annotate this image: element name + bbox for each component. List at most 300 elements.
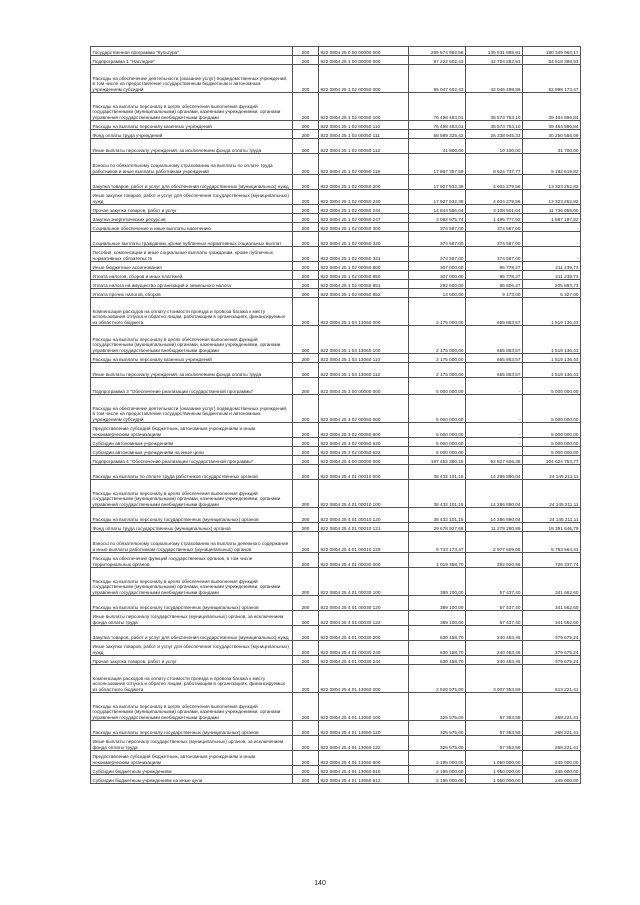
row-name-cell: Закупка товаров, работ и услуг для обеспечения государственных (муниципальных) нужд [91,626,293,641]
row-kbk-cell: 822 0804 25 1 02 00050 850 [319,271,409,280]
row-code-cell: 200 [293,532,319,553]
row-code-cell: 200 [293,523,319,532]
row-approved-cell: 29 678 927,68 [409,523,466,532]
row-name-cell: Компенсация расходов на оплату стоимости проезда и провоза багажа к месту использования отпуска и обратно лицам, работающим в организациях, финансируемых из областного бюджета [91,665,293,693]
row-executed-cell: 57 353,59 [466,693,523,721]
table-row [91,93,581,121]
row-executed-cell: 57 353,59 [466,721,523,736]
row-name-cell: Закупка энергетических ресурсов [91,214,293,223]
row-executed-cell: 9 173,00 [466,289,523,298]
table-row [91,190,581,205]
row-unexecuted-cell: 1 519 136,43 [523,326,581,354]
row-name-cell: Иные выплаты персоналу государственных (муниципальных) органов, за исключением фонда оплаты труда [91,736,293,751]
row-kbk-cell: 822 0804 25 4 01 00010 120 [319,508,409,523]
table-row [91,568,581,596]
row-kbk-cell: 822 0804 25 3 02 00050 620 [319,438,409,447]
row-code-cell: 200 [293,121,319,130]
row-name-cell: Иные закупки товаров, работ и услуг для обеспечения государственных (муниципальных) нужд [91,190,293,205]
row-unexecuted-cell: 31 700,00 [523,139,581,154]
row-executed-cell: 57 437,40 [466,568,523,596]
row-unexecuted-cell: 211 239,73 [523,271,581,280]
row-unexecuted-cell: 5 327,00 [523,289,581,298]
row-unexecuted-cell: 24 145 211,11 [523,465,581,480]
row-code-cell: 200 [293,271,319,280]
row-code-cell: 200 [293,656,319,665]
row-approved-cell: 38 432 101,15 [409,465,466,480]
table-row [91,766,581,775]
table-row [91,596,581,611]
row-approved-cell: 38 432 101,15 [409,480,466,508]
row-kbk-cell: 822 0804 25 4 01 13060 610 [319,766,409,775]
row-executed-cell: 374 587,00 [466,247,523,262]
row-unexecuted-cell: 379 675,24 [523,641,581,656]
table-row [91,775,581,784]
row-unexecuted-cell: 211 239,73 [523,262,581,271]
row-kbk-cell: 822 0804 25 3 02 00050 000 [319,395,409,423]
table-row [91,130,581,139]
row-executed-cell: - [466,447,523,456]
row-unexecuted-cell: 379 675,24 [523,626,581,641]
row-code-cell: 200 [293,247,319,262]
table-row [91,271,581,280]
row-approved-cell: 389 100,00 [409,568,466,596]
row-name-cell: Расходы на выплаты персоналу в целях обеспечения выполнения функций государственными (муниципальными) органами, казенными учреждениями, органами управления государственными внебюджетными фондами [91,568,293,596]
row-kbk-cell: 822 0804 25 4 01 13060 120 [319,721,409,736]
table-row [91,354,581,363]
table-row [91,326,581,354]
row-executed-cell: 26 338 945,33 [466,130,523,139]
row-unexecuted-cell: - [523,232,581,247]
row-kbk-cell: 822 0804 25 1 03 13060 000 [319,298,409,326]
row-kbk-cell: 822 0804 25 4 01 00030 000 [319,553,409,568]
row-unexecuted-cell: 39 464 896,84 [523,93,581,121]
row-executed-cell: - [466,438,523,447]
row-name-cell: Взносы по обязательному социальному страхованию на выплаты по оплате труда работников и иные выплаты работникам учреждений [91,154,293,175]
row-code-cell: 200 [293,280,319,289]
row-approved-cell: 41 800,00 [409,139,466,154]
table-row [91,65,581,93]
row-kbk-cell: 822 0804 25 4 01 00030 120 [319,596,409,611]
row-code-cell: 200 [293,721,319,736]
row-name-cell: Расходы на выплаты персоналу в целях обеспечения выполнения функций государственными (муниципальными) органами, казенными учреждениями, органами управления государственными внебюджетными фондами [91,480,293,508]
row-kbk-cell: 822 0804 25 4 00 00000 000 [319,456,409,465]
row-name-cell: Субсидии бюджетным учреждениям [91,766,293,775]
row-code-cell: 200 [293,363,319,378]
row-kbk-cell: 822 0804 25 4 01 13060 100 [319,693,409,721]
row-executed-cell: 86 606,27 [466,280,523,289]
row-executed-cell: 374 587,00 [466,223,523,232]
row-kbk-cell: 822 0804 25 1 00 00000 000 [319,56,409,65]
table-row [91,656,581,665]
row-code-cell: 200 [293,553,319,568]
row-unexecuted-cell: 5 753 564,41 [523,532,581,553]
table-row [91,363,581,378]
row-unexecuted-cell: 18 391 646,79 [523,523,581,532]
row-code-cell: 200 [293,56,319,65]
row-unexecuted-cell: 245 000,00 [523,751,581,766]
row-code-cell: 200 [293,175,319,190]
table-row [91,447,581,456]
row-name-cell: Иные выплаты персоналу государственных (муниципальных) органов, за исключением фонда оплаты труда [91,611,293,626]
table-row [91,532,581,553]
row-executed-cell: 3 007 353,59 [466,665,523,693]
row-name-cell: Пособия, компенсации и иные социальные выплаты гражданам, кроме публичных нормативных обязательств [91,247,293,262]
row-approved-cell: 374 587,00 [409,247,466,262]
row-approved-cell: 325 575,00 [409,693,466,721]
table-row [91,553,581,568]
row-unexecuted-cell: 5 000 000,00 [523,378,581,395]
row-executed-cell: 2 977 609,05 [466,532,523,553]
row-approved-cell: 97 222 602,43 [409,56,466,65]
table-row [91,205,581,214]
row-kbk-cell: 822 0804 25 4 01 00030 200 [319,626,409,641]
row-approved-cell: 325 575,00 [409,736,466,751]
row-name-cell: Закупка товаров, работ и услуг для обеспечения государственных (муниципальных) нужд [91,175,293,190]
row-kbk-cell: 822 0804 25 4 01 00030 100 [319,568,409,596]
row-code-cell: 200 [293,232,319,247]
row-name-cell: Прочая закупка товаров, работ и услуг [91,205,293,214]
row-approved-cell: 76 498 483,01 [409,93,466,121]
row-code-cell: 200 [293,465,319,480]
row-executed-cell: 4 604 279,56 [466,190,523,205]
row-name-cell: Расходы на обеспечение деятельности (оказание услуг) подведомственных учреждений, в том числе на предоставление государственным бюджетным и автономным учреждениям субсидий [91,65,293,93]
row-code-cell: 200 [293,568,319,596]
row-approved-cell: 5 000 000,00 [409,378,466,395]
row-code-cell: 200 [293,611,319,626]
row-unexecuted-cell: 341 662,60 [523,568,581,596]
row-unexecuted-cell: 52 998 173,47 [523,65,581,93]
row-approved-cell: 2 175 000,00 [409,326,466,354]
row-name-cell: Уплата налогов, сборов и иных платежей [91,271,293,280]
row-unexecuted-cell: 1 519 136,43 [523,298,581,326]
row-approved-cell: 95 047 602,43 [409,65,466,93]
row-name-cell: Фонд оплаты труда учреждений [91,130,293,139]
row-name-cell: Фонд оплаты труда государственных (муниципальных) органов [91,523,293,532]
row-approved-cell: 17 927 532,38 [409,190,466,205]
row-name-cell: Субсидии бюджетным учреждениям на иные цели [91,775,293,784]
budget-report-sheet [90,46,579,784]
row-code-cell: 200 [293,395,319,423]
table-row [91,378,581,395]
row-executed-cell: 240 483,46 [466,656,523,665]
row-executed-cell: 1 950 000,00 [466,751,523,766]
row-kbk-cell: 822 0804 25 1 02 00050 244 [319,205,409,214]
row-unexecuted-cell: 5 000 000,00 [523,438,581,447]
row-approved-cell: 3 082 975,74 [409,214,466,223]
row-unexecuted-cell: 5 000 000,00 [523,447,581,456]
table-row [91,456,581,465]
row-unexecuted-cell: 24 145 211,11 [523,480,581,508]
row-approved-cell: 14 844 556,64 [409,205,466,214]
row-kbk-cell: 822 0804 25 1 02 00050 851 [319,280,409,289]
row-unexecuted-cell: 245 000,00 [523,775,581,784]
table-row [91,508,581,523]
row-kbk-cell: 822 0804 25 3 02 00050 600 [319,423,409,438]
row-executed-cell: - [466,423,523,438]
table-row [91,721,581,736]
budget-execution-table [90,46,581,784]
row-executed-cell: - [466,378,523,395]
table-row [91,665,581,693]
table-row [91,56,581,65]
row-unexecuted-cell: 341 662,60 [523,596,581,611]
row-unexecuted-cell: 104 624 753,77 [523,456,581,465]
table-row [91,139,581,154]
row-name-cell: Субсидии автономным учреждениям на иные цели [91,447,293,456]
row-approved-cell: 2 195 000,00 [409,766,466,775]
row-approved-cell: 374 587,00 [409,223,466,232]
table-row [91,395,581,423]
row-unexecuted-cell: 1 587 197,82 [523,214,581,223]
row-unexecuted-cell: 1 519 136,43 [523,363,581,378]
row-code-cell: 200 [293,139,319,154]
row-kbk-cell: 822 0804 25 4 01 00030 122 [319,611,409,626]
row-kbk-cell: 822 0804 25 1 02 00050 300 [319,223,409,232]
row-kbk-cell: 822 0804 25 1 03 13060 100 [319,326,409,354]
row-approved-cell: 38 432 101,15 [409,508,466,523]
row-code-cell: 200 [293,693,319,721]
row-name-cell: Уплата прочих налогов, сборов [91,289,293,298]
row-kbk-cell: 822 0804 25 4 01 00010 129 [319,532,409,553]
row-executed-cell: 57 437,40 [466,596,523,611]
row-approved-cell: 5 000 000,00 [409,447,466,456]
table-row [91,280,581,289]
row-kbk-cell: 822 0804 25 1 02 00050 321 [319,247,409,262]
row-approved-cell: 630 158,70 [409,641,466,656]
row-approved-cell: 5 000 000,00 [409,438,466,447]
row-unexecuted-cell: 245 000,00 [523,766,581,775]
row-name-cell: Социальные выплаты гражданам, кроме публичных нормативных социальных выплат [91,232,293,247]
row-name-cell: Расходы на выплаты персоналу государственных (муниципальных) органов [91,508,293,523]
table-row [91,751,581,766]
table-row [91,232,581,247]
row-approved-cell: 307 000,00 [409,271,466,280]
row-name-cell: Уплата налога на имущество организаций и земельного налога [91,280,293,289]
table-row [91,423,581,438]
row-approved-cell: 58 589 325,42 [409,130,466,139]
row-kbk-cell: 822 0804 25 4 01 00030 244 [319,656,409,665]
row-approved-cell: 630 158,70 [409,626,466,641]
row-kbk-cell: 822 0804 25 4 01 13060 612 [319,775,409,784]
row-executed-cell: 42 046 498,86 [466,65,523,93]
row-approved-cell: 76 498 483,01 [409,121,466,130]
row-kbk-cell: 822 0804 25 1 02 00050 247 [319,214,409,223]
row-unexecuted-cell: 30 250 556,09 [523,130,581,139]
row-approved-cell: 307 000,00 [409,262,466,271]
row-approved-cell: 14 500,00 [409,289,466,298]
row-unexecuted-cell: 54 518 398,93 [523,56,581,65]
page-number: 140 [314,880,326,887]
row-executed-cell: 42 704 282,53 [466,56,523,65]
row-name-cell: Расходы на выплаты персоналу казенных учреждений [91,354,293,363]
row-code-cell: 200 [293,214,319,223]
row-name-cell: Предоставление субсидий бюджетным, автономным учреждениям и иным некоммерческим организациям [91,751,293,766]
row-name-cell: Социальное обеспечение и иные выплаты населению [91,223,293,232]
row-executed-cell: 292 920,96 [466,553,523,568]
row-code-cell: 200 [293,289,319,298]
table-row [91,523,581,532]
row-executed-cell: - [466,395,523,423]
row-kbk-cell: 822 0804 25 4 01 13060 600 [319,751,409,766]
row-kbk-cell: 822 0804 25 1 02 00050 100 [319,93,409,121]
row-unexecuted-cell: 1 519 136,43 [523,354,581,363]
row-kbk-cell: 822 0804 25 1 02 00050 240 [319,190,409,205]
row-kbk-cell: 822 0804 25 4 01 00010 000 [319,465,409,480]
row-approved-cell: 630 158,70 [409,656,466,665]
row-code-cell: 200 [293,378,319,395]
table-row [91,438,581,447]
row-kbk-cell: 822 0804 25 1 02 00050 112 [319,139,409,154]
row-code-cell: 200 [293,626,319,641]
row-approved-cell: 374 587,00 [409,232,466,247]
row-approved-cell: 17 927 532,38 [409,175,466,190]
row-unexecuted-cell: 341 662,60 [523,611,581,626]
row-executed-cell: 14 286 890,04 [466,480,523,508]
row-name-cell: Расходы на выплаты персоналу государственных (муниципальных) органов [91,721,293,736]
row-name-cell: Предоставление субсидий бюджетным, автономным учреждениям и иным некоммерческим организациям [91,423,293,438]
row-code-cell: 200 [293,154,319,175]
row-approved-cell: 299 674 962,58 [409,47,466,56]
row-executed-cell: 35 573 753,10 [466,93,523,121]
row-code-cell: 200 [293,47,319,56]
row-unexecuted-cell: 39 464 896,84 [523,121,581,130]
row-approved-cell: 2 195 000,00 [409,775,466,784]
table-row [91,736,581,751]
row-kbk-cell: 822 0804 25 3 02 00050 622 [319,447,409,456]
row-name-cell: Расходы на обеспечение функций государственных органов, в том числе территориальных органов [91,553,293,568]
row-approved-cell: 5 000 000,00 [409,423,466,438]
row-code-cell: 200 [293,93,319,121]
row-executed-cell: 8 624 737,77 [466,154,523,175]
row-unexecuted-cell: 268 221,41 [523,693,581,721]
row-unexecuted-cell: 13 323 252,82 [523,175,581,190]
row-approved-cell: 2 520 575,00 [409,665,466,693]
row-code-cell: 200 [293,766,319,775]
row-unexecuted-cell: 11 736 055,00 [523,205,581,214]
row-name-cell: Расходы на выплаты персоналу государственных (муниципальных) органов [91,596,293,611]
row-executed-cell: 655 863,57 [466,326,523,354]
row-approved-cell: 17 867 357,59 [409,154,466,175]
row-name-cell: Расходы на выплаты персоналу казенных учреждений [91,121,293,130]
row-executed-cell: 240 483,46 [466,641,523,656]
row-code-cell: 200 [293,354,319,363]
table-row [91,626,581,641]
table-row [91,465,581,480]
row-approved-cell: 5 000 000,00 [409,395,466,423]
row-executed-cell: 3 108 501,64 [466,205,523,214]
row-code-cell: 200 [293,190,319,205]
row-executed-cell: 240 483,46 [466,626,523,641]
row-unexecuted-cell: 268 221,41 [523,736,581,751]
row-name-cell: Иные бюджетные ассигнования [91,262,293,271]
row-name-cell: Расходы на выплаты по оплате труда работников государственных органов [91,465,293,480]
row-executed-cell: 1 950 000,00 [466,766,523,775]
row-kbk-cell: 822 0804 25 4 01 00010 100 [319,480,409,508]
row-approved-cell: 325 575,00 [409,721,466,736]
row-code-cell: 200 [293,508,319,523]
table-row [91,121,581,130]
table-body [91,47,581,784]
row-executed-cell: 95 778,27 [466,271,523,280]
row-code-cell: 200 [293,438,319,447]
row-code-cell: 200 [293,665,319,693]
row-kbk-cell: 822 0804 25 3 00 00000 000 [319,378,409,395]
row-approved-cell: 2 195 000,00 [409,751,466,766]
row-unexecuted-cell: 24 145 211,11 [523,508,581,523]
row-executed-cell: 95 778,27 [466,262,523,271]
row-executed-cell: 10 100,00 [466,139,523,154]
row-code-cell: 200 [293,130,319,139]
row-executed-cell: 14 286 890,04 [466,508,523,523]
row-approved-cell: 389 100,00 [409,596,466,611]
row-unexecuted-cell: 205 893,73 [523,280,581,289]
row-name-cell: Расходы на выплаты персоналу в целях обеспечения выполнения функций государственными (муниципальными) органами, казенными учреждениями, органами управления государственными внебюджетными фондами [91,693,293,721]
row-kbk-cell: 822 0804 25 1 02 00050 119 [319,154,409,175]
row-code-cell: 200 [293,298,319,326]
row-code-cell: 200 [293,596,319,611]
row-unexecuted-cell: 726 337,74 [523,553,581,568]
row-code-cell: 200 [293,456,319,465]
row-code-cell: 200 [293,736,319,751]
row-executed-cell: 374 587,00 [466,232,523,247]
row-code-cell: 200 [293,447,319,456]
row-name-cell: Иные выплаты персоналу учреждений, за исключением фонда оплаты труда [91,363,293,378]
row-approved-cell: 389 100,00 [409,611,466,626]
row-unexecuted-cell: 5 000 000,00 [523,423,581,438]
row-executed-cell: 57 437,40 [466,611,523,626]
row-unexecuted-cell: 5 000 000,00 [523,395,581,423]
row-name-cell: Подпрограмма 1 "Наследие" [91,56,293,65]
table-row [91,480,581,508]
row-code-cell: 200 [293,223,319,232]
table-row [91,641,581,656]
row-unexecuted-cell: - [523,247,581,262]
row-code-cell: 200 [293,326,319,354]
row-executed-cell: 57 353,59 [466,736,523,751]
row-kbk-cell: 822 0804 25 1 02 00050 200 [319,175,409,190]
row-kbk-cell: 822 0804 25 1 02 00050 852 [319,289,409,298]
row-approved-cell: 292 500,00 [409,280,466,289]
row-name-cell: Субсидии автономным учреждениям [91,438,293,447]
table-row [91,298,581,326]
row-executed-cell: 4 604 279,56 [466,175,523,190]
row-kbk-cell: 822 0804 25 4 01 13060 122 [319,736,409,751]
row-kbk-cell: 822 0804 25 4 01 00030 240 [319,641,409,656]
row-name-cell: Иные выплаты персоналу учреждений, за исключением фонда оплаты труда [91,139,293,154]
row-kbk-cell: 822 0804 25 1 02 00050 320 [319,232,409,247]
row-kbk-cell: 822 0804 25 1 02 00050 800 [319,262,409,271]
row-kbk-cell: 822 0804 25 4 01 13060 000 [319,665,409,693]
row-executed-cell: 655 863,57 [466,298,523,326]
table-row [91,223,581,232]
row-unexecuted-cell: 180 349 963,17 [523,47,581,56]
table-row [91,262,581,271]
row-executed-cell: 92 827 606,38 [466,456,523,465]
row-name-cell: Взносы по обязательному социальному страхованию на выплаты денежного содержания и иные выплаты работникам государственных (муниципальных) органов [91,532,293,553]
row-code-cell: 200 [293,480,319,508]
row-name-cell: Подпрограмма 3 "Обеспечение реализации государственной программы" [91,378,293,395]
row-name-cell: Расходы на выплаты персоналу в целях обеспечения выполнения функций государственными (муниципальными) органами, казенными учреждениями, органами управления государственными внебюджетными фондами [91,326,293,354]
row-approved-cell: 1 019 358,70 [409,553,466,568]
row-code-cell: 200 [293,205,319,214]
row-code-cell: 200 [293,65,319,93]
row-approved-cell: 8 733 173,47 [409,532,466,553]
row-unexecuted-cell: 268 221,41 [523,721,581,736]
row-name-cell: Прочая закупка товаров, работ и услуг [91,656,293,665]
row-code-cell: 200 [293,775,319,784]
row-executed-cell: 35 573 753,10 [466,121,523,130]
table-row [91,693,581,721]
